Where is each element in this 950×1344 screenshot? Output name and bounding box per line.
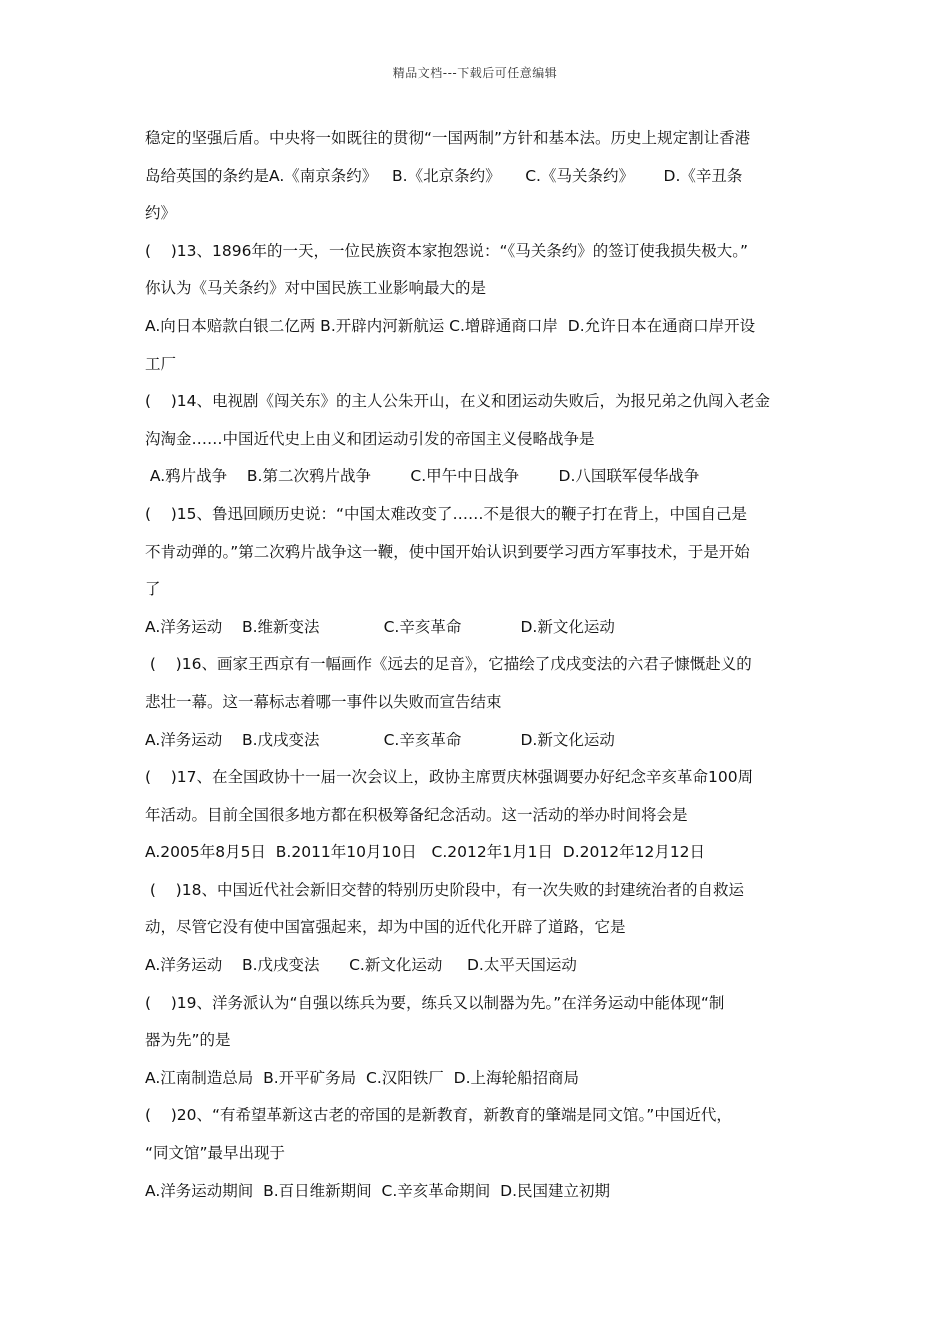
text-line: 岛给英国的条约是A.《南京条约》 B.《北京条约》 C.《马关条约》 D.《辛丑条 xyxy=(145,166,743,185)
text-line: 悲壮一幕。这一幕标志着哪一事件以失败而宣告结束 xyxy=(145,692,502,711)
text-line: 沟淘金……中国近代史上由义和团运动引发的帝国主义侵略战争是 xyxy=(145,429,595,448)
question-13-stem: ( )13、1896年的一天，一位民族资本家抱怨说：“《马关条约》的签订使我损失极大。” xyxy=(145,241,749,260)
question-16-stem: ( )16、画家王西京有一幅画作《远去的足音》，它描绘了戊戌变法的六君子慷慨赴义的 xyxy=(145,655,752,674)
question-18-options: A.洋务运动 B.戊戌变法 C.新文化运动 D.太平天国运动 xyxy=(145,956,577,975)
text-line: 稳定的坚强后盾。中央将一如既往的贯彻“一国两制”方针和基本法。历史上规定割让香港 xyxy=(145,129,751,147)
question-14-options: A.鸦片战争 B.第二次鸦片战争 C.甲午中日战争 D.八国联军侵华战争 xyxy=(145,467,700,486)
question-15-options: A.洋务运动 B.维新变法 C.辛亥革命 D.新文化运动 xyxy=(145,617,615,636)
text-line: 工厂 xyxy=(145,354,177,373)
document-body xyxy=(145,120,810,1210)
question-15-stem: ( )15、鲁迅回顾历史说：“中国太难改变了……不是很大的鞭子打在背上，中国自己是 xyxy=(145,504,748,523)
question-17-options: A.2005年8月5日 B.2011年10月10日 C.2012年1月1日 D.2012年12月12日 xyxy=(145,843,706,862)
question-18-stem: ( )18、中国近代社会新旧交替的特别历史阶段中，有一次失败的封建统治者的自救运 xyxy=(145,880,744,899)
question-19-stem: ( )19、洋务派认为“自强以练兵为要，练兵又以制器为先。”在洋务运动中能体现“制 xyxy=(145,993,725,1012)
text-line: 年活动。目前全国很多地方都在积极筹备纪念活动。这一活动的举办时间将会是 xyxy=(145,805,688,824)
page-header: 精品文档---下载后可任意编辑 xyxy=(392,66,558,80)
question-16-options: A.洋务运动 B.戊戌变法 C.辛亥革命 D.新文化运动 xyxy=(145,730,615,749)
question-17-stem: ( )17、在全国政协十一届一次会议上，政协主席贾庆林强调要办好纪念辛亥革命100周 xyxy=(145,768,754,787)
text-line: “同文馆”最早出现于 xyxy=(145,1144,286,1163)
text-line: 你认为《马关条约》对中国民族工业影响最大的是 xyxy=(145,279,487,298)
question-20-stem: ( )20、“有希望革新这古老的帝国的是新教育，新教育的肇端是同文馆。”中国近代， xyxy=(145,1106,732,1125)
question-13-options: A.向日本赔款白银二亿两 B.开辟内河新航运 C.增辟通商口岸 D.允许日本在通商口岸开设 xyxy=(145,316,756,335)
text-line: 了 xyxy=(145,580,161,599)
text-line: 不肯动弹的。”第二次鸦片战争这一鞭，使中国开始认识到要学习西方军事技术，于是开始 xyxy=(145,542,750,561)
question-19-options: A.江南制造总局 B.开平矿务局 C.汉阳铁厂 D.上海轮船招商局 xyxy=(145,1068,579,1087)
text-line: 器为先”的是 xyxy=(145,1031,231,1050)
question-14-stem: ( )14、电视剧《闯关东》的主人公朱开山，在义和团运动失败后，为报兄弟之仇闯入老金 xyxy=(145,392,771,411)
text-line: 动，尽管它没有使中国富强起来，却为中国的近代化开辟了道路，它是 xyxy=(145,918,626,937)
question-20-options: A.洋务运动期间 B.百日维新期间 C.辛亥革命期间 D.民国建立初期 xyxy=(145,1181,610,1200)
text-line: 约》 xyxy=(145,204,177,223)
